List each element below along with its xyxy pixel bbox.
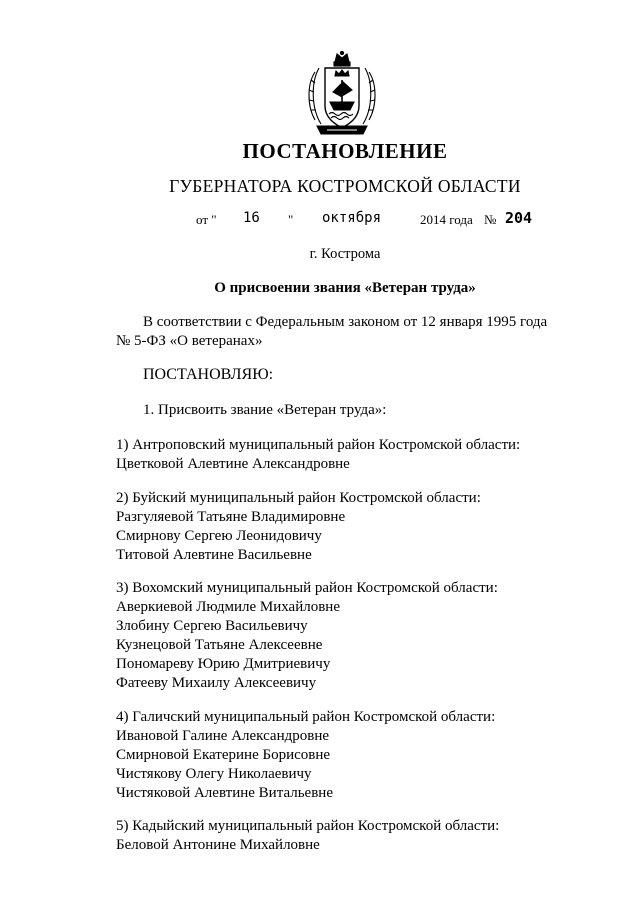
- person-name: Смирновой Екатерине Борисовне: [116, 747, 331, 763]
- preamble-line-1: В соответствии с Федеральным законом от 12 января 1995 года: [143, 314, 548, 330]
- coat-of-arms-emblem: [301, 50, 383, 138]
- resolve-label: ПОСТАНОВЛЯЮ:: [143, 366, 274, 383]
- person-name: Чистякову Олегу Николаевичу: [116, 766, 312, 782]
- preamble-line-2: № 5-ФЗ «О ветеранах»: [116, 333, 263, 349]
- date-day: 16: [243, 210, 260, 226]
- person-name: Смирнову Сергею Леонидовичу: [116, 528, 322, 544]
- document-heading: О присвоении звания «Ветеран труда»: [214, 280, 476, 296]
- person-name: Разгуляевой Татьяне Владимировне: [116, 509, 346, 525]
- person-name: Цветковой Алевтине Александровне: [116, 456, 350, 472]
- district-2-title: 2) Буйский муниципальный район Костромской области:: [116, 490, 481, 506]
- person-name: Чистяковой Алевтине Витальевне: [116, 785, 333, 801]
- person-name: Фатееву Михаилу Алексеевичу: [116, 675, 317, 691]
- document-number: 204: [505, 209, 533, 227]
- date-month: октября: [322, 210, 382, 226]
- document-subtitle: ГУБЕРНАТОРА КОСТРОМСКОЙ ОБЛАСТИ: [169, 176, 521, 196]
- person-name: Беловой Антонине Михайловне: [116, 837, 320, 853]
- person-name: Титовой Алевтине Васильевне: [116, 547, 312, 563]
- document-title: ПОСТАНОВЛЕНИЕ: [242, 139, 448, 163]
- district-4-title: 4) Галичский муниципальный район Костромской области:: [116, 709, 496, 725]
- number-sign: №: [484, 212, 497, 227]
- date-year: 2014 года: [420, 212, 473, 227]
- person-name: Кузнецовой Татьяне Алексеевне: [116, 637, 323, 653]
- district-3-title: 3) Вохомский муниципальный район Костромской области:: [116, 580, 498, 596]
- district-1-title: 1) Антроповский муниципальный район Костромской области:: [116, 437, 521, 453]
- person-name: Аверкиевой Людмиле Михайловне: [116, 599, 340, 615]
- city-name: г. Кострома: [309, 246, 381, 262]
- person-name: Злобину Сергею Васильевичу: [116, 618, 308, 634]
- date-prefix: от ": [196, 212, 217, 227]
- item-1: 1. Присвоить звание «Ветеран труда»:: [143, 402, 387, 418]
- person-name: Ивановой Галине Александровне: [116, 728, 330, 744]
- district-5-title: 5) Кадыйский муниципальный район Костромской области:: [116, 818, 500, 834]
- date-quote-close: ": [288, 212, 294, 227]
- person-name: Пономареву Юрию Дмитриевичу: [116, 656, 331, 672]
